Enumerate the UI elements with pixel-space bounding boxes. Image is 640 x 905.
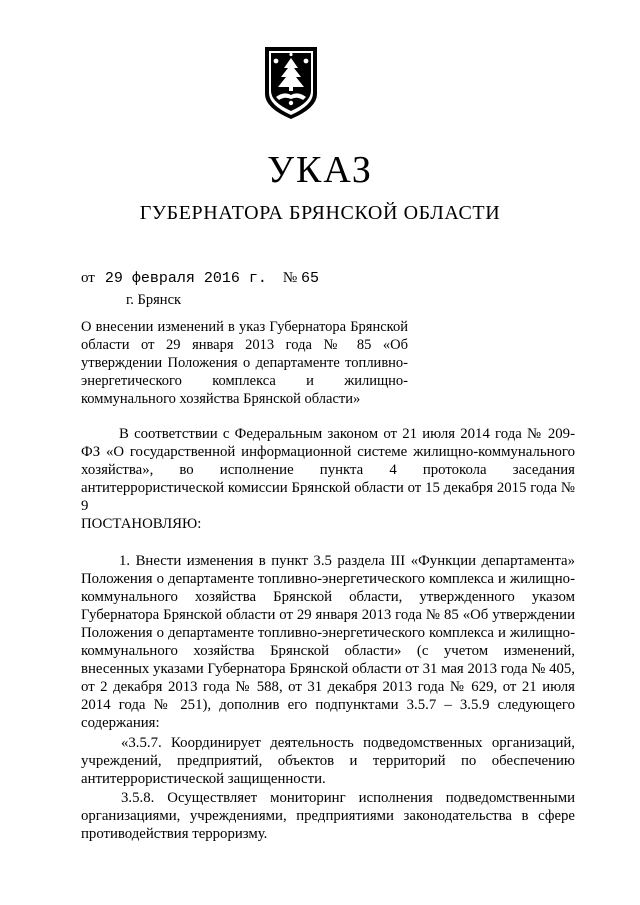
decree-body: [81, 425, 575, 843]
decree-meta: [81, 268, 319, 289]
preamble-paragraph: В соответствии с Федеральным законом от 21 июля 2014 года № 209-ФЗ «О государственной информационной системе жилищно-коммунального хозяйства», во исполнение пункта 4 протокола заседания антитеррористической комиссии Брянской области от 15 декабря 2015 года № 9: [81, 426, 575, 515]
item-3-5-7-paragraph: «3.5.7. Координирует деятельность подведомственных организаций, учреждений, предприятий, объектов и территорий по обеспечению антитеррористической защищенности.: [81, 734, 575, 787]
decree-date: 29 февраля 2016 г.: [104, 270, 267, 287]
from-label: от: [81, 270, 95, 286]
decree-subject: О внесении изменений в указ Губернатора Брянской области от 29 января 2013 года № 85 «Об утверждении Положения о департаменте топливно-энергетического комплекса и жилищно-коммунального хозяйства Брянской области»: [81, 319, 408, 407]
decree-number: 65: [300, 270, 319, 287]
document-subtitle: ГУБЕРНАТОРА БРЯНСКОЙ ОБЛАСТИ: [139, 202, 501, 224]
decree-city: г. Брянск: [126, 292, 182, 308]
item-3-5-8-paragraph: 3.5.8. Осуществляет мониторинг исполнения подведомственными организациями, учреждениями, предприятиями законодательства в сфере противодействия терроризму.: [81, 789, 575, 842]
document-title: УКАЗ: [267, 149, 373, 191]
resolve-heading: ПОСТАНОВЛЯЮ:: [81, 516, 202, 533]
bryansk-coat-of-arms-icon: [262, 44, 320, 122]
item-1-paragraph: 1. Внести изменения в пункт 3.5 раздела III «Функции департамента» Положения о департаменте топливно-энергетического комплекса и жилищно-коммунального хозяйства Брянской области, утвержденного указом Губернатора Брянской области от 29 января 2013 года № 85 «Об утверждении Положения о департаменте топливно-энергетического комплекса и жилищно-коммунального хозяйства Брянской области» (с учетом изменений, внесенных указами Губернатора Брянской области от 31 мая 2013 года № 405, от 2 декабря 2013 года № 588, от 31 декабря 2013 года № 629, от 21 июля 2014 года № 251), дополнив его подпунктами 3.5.7 – 3.5.9 следующего содержания:: [81, 552, 575, 732]
number-label: №: [282, 270, 298, 286]
